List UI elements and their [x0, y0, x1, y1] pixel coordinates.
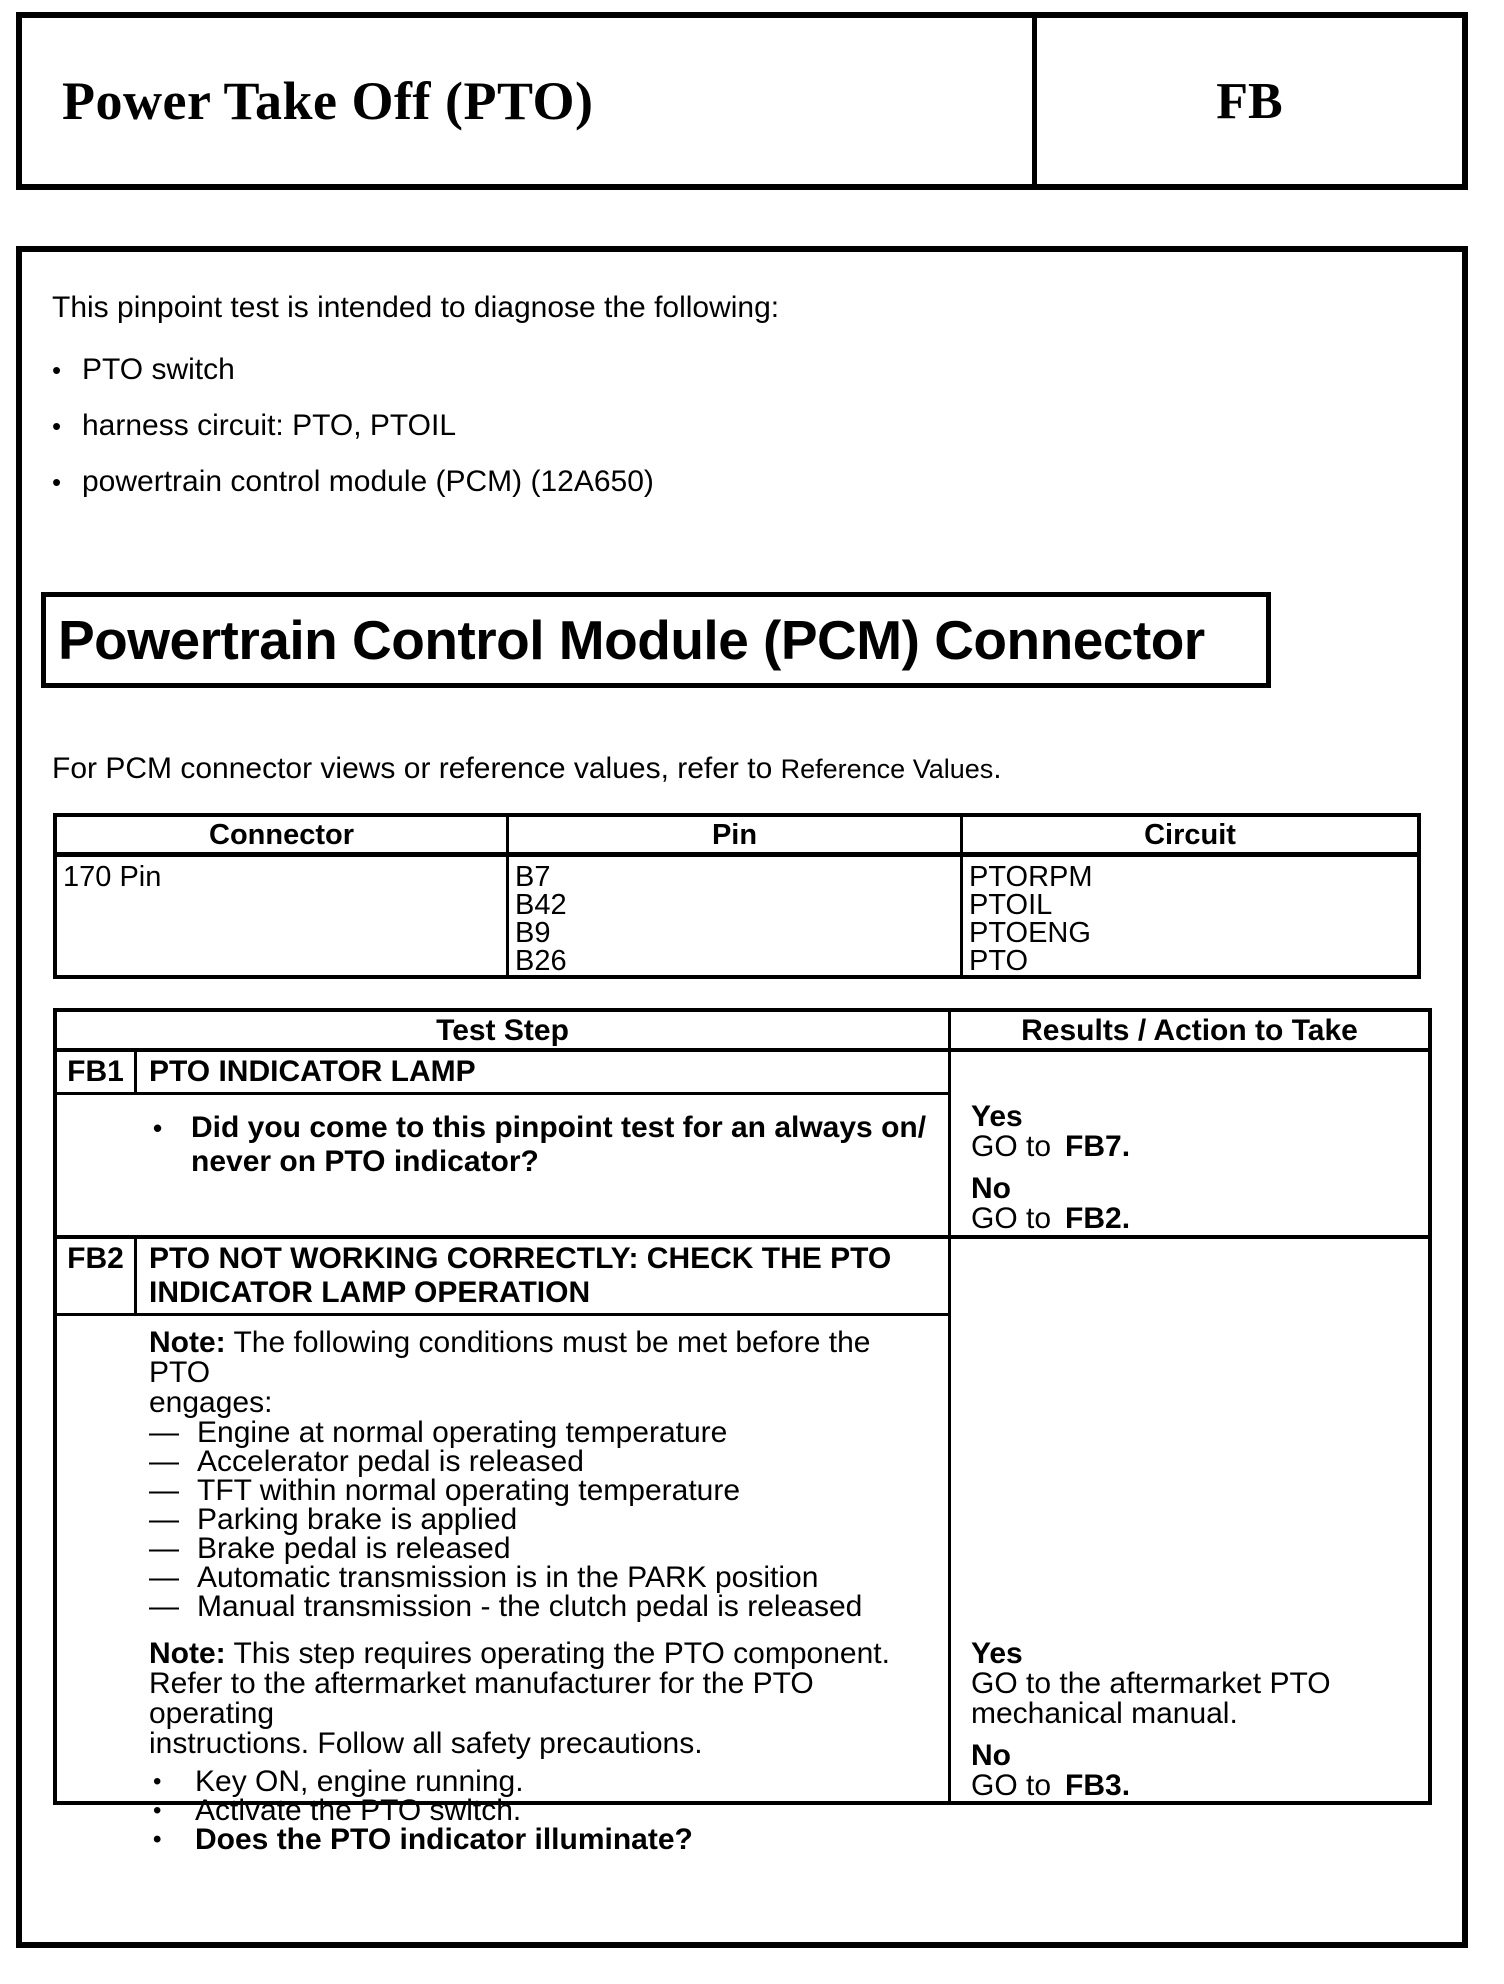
note-text: This step requires operating the PTO component. — [233, 1637, 890, 1670]
bullet-marker: • — [153, 1768, 162, 1795]
test-step-fb1 — [57, 1052, 1428, 1235]
bullet-marker: • — [52, 467, 62, 497]
pcm-connector-heading: Powertrain Control Module (PCM) Connector — [41, 592, 1271, 688]
intro-bullet-text: powertrain control module (PCM) (12A650) — [82, 465, 654, 498]
question-item — [149, 1111, 932, 1179]
dash-marker: — — [149, 1561, 179, 1594]
dash-marker: — — [149, 1474, 179, 1507]
condition-item — [149, 1534, 932, 1563]
condition-item — [149, 1563, 932, 1592]
reference-note-prefix: For PCM connector views or reference values, refer to — [52, 752, 773, 785]
step-title: PTO NOT WORKING CORRECTLY: CHECK THE PTO INDICATOR LAMP OPERATION — [149, 1242, 892, 1309]
result-yes-label: Yes — [971, 1100, 1023, 1133]
fb2-step-heading — [57, 1239, 948, 1316]
question-line: Did you come to this pinpoint test for an always on/ — [191, 1111, 927, 1144]
condition-item — [149, 1505, 932, 1534]
connector-cell: 170 Pin — [57, 857, 509, 975]
circuit-value: PTORPM — [969, 861, 1093, 893]
column-header-pin: Pin — [509, 817, 963, 852]
note-line: instructions. Follow all safety precautions. — [149, 1727, 703, 1760]
condition-text: Engine at normal operating temperature — [197, 1416, 728, 1449]
result-no-label: No — [971, 1172, 1011, 1205]
result-yes-action: GO to the aftermarket PTO mechanical manual. — [971, 1667, 1331, 1730]
circuit-value: PTOENG — [969, 917, 1091, 949]
result-no-action — [971, 1204, 1418, 1234]
final-question-text: Does the PTO indicator illuminate? — [195, 1823, 693, 1856]
action-target: FB2. — [1065, 1202, 1131, 1235]
condition-text: Manual transmission - the clutch pedal is released — [197, 1590, 863, 1623]
fb2-results-cell — [951, 1239, 1428, 1801]
note-text: The following conditions must be met before the PTO — [149, 1326, 871, 1389]
note-block — [149, 1639, 932, 1759]
note-line — [149, 1639, 932, 1669]
column-header-results: Results / Action to Take — [1021, 1014, 1358, 1047]
circuit-value: PTOIL — [969, 889, 1053, 921]
procedure-steps — [149, 1767, 932, 1854]
note-label: Note: — [149, 1637, 226, 1670]
intro-bullet-text: PTO switch — [82, 353, 235, 386]
test-step-fb2 — [57, 1235, 1428, 1856]
intro-block — [52, 292, 779, 498]
fb1-step-body — [57, 1095, 948, 1235]
procedure-step-item — [149, 1767, 932, 1796]
pin-cell — [509, 857, 963, 975]
note-line: engages: — [149, 1386, 273, 1419]
intro-bullet-text: harness circuit: PTO, PTOIL — [82, 409, 457, 442]
action-target: FB7. — [1065, 1130, 1131, 1163]
dash-marker: — — [149, 1503, 179, 1536]
condition-text: TFT within normal operating temperature — [197, 1474, 741, 1507]
result-yes-label: Yes — [971, 1637, 1023, 1670]
pin-value: B7 — [515, 861, 551, 893]
action-prefix: GO to — [971, 1202, 1052, 1235]
reference-values-link: Reference Values — [780, 754, 994, 784]
page-header-title-cell — [22, 18, 1037, 184]
connector-table-row — [57, 857, 1417, 975]
result-no-label: No — [971, 1739, 1011, 1772]
page-header-code-cell — [1037, 18, 1462, 184]
note-line: Refer to the aftermarket manufacturer for the PTO operating — [149, 1667, 814, 1730]
column-header-test-step: Test Step — [57, 1012, 951, 1048]
action-prefix: GO to — [971, 1130, 1052, 1163]
procedure-step-text: Activate the PTO switch. — [195, 1794, 522, 1827]
action-prefix: GO to — [971, 1769, 1052, 1802]
pin-value: B42 — [515, 889, 567, 921]
question-line: never on PTO indicator? — [191, 1145, 539, 1178]
reference-note-suffix: . — [993, 752, 1002, 785]
action-target: FB3. — [1065, 1769, 1131, 1802]
section-code: FB — [1216, 72, 1283, 130]
step-title: PTO INDICATOR LAMP — [149, 1055, 476, 1088]
bullet-marker: • — [52, 355, 62, 385]
condition-text: Brake pedal is released — [197, 1532, 511, 1565]
intro-lead: This pinpoint test is intended to diagnose the following: — [52, 291, 780, 324]
note-line — [149, 1328, 932, 1388]
intro-bullet-item — [52, 354, 779, 386]
result-yes-action — [971, 1132, 1418, 1162]
circuit-value: PTO — [969, 945, 1029, 977]
dash-marker: — — [149, 1445, 179, 1478]
pin-value: B26 — [515, 945, 567, 977]
condition-item — [149, 1476, 932, 1505]
step-id-badge: FB2 — [57, 1239, 137, 1313]
page-header — [16, 12, 1468, 190]
step-id-badge: FB1 — [57, 1052, 137, 1092]
column-header-connector: Connector — [57, 817, 509, 852]
bullet-marker: • — [52, 411, 62, 441]
test-step-table — [53, 1008, 1432, 1856]
condition-item — [149, 1418, 932, 1447]
question-text — [191, 1111, 926, 1179]
bullet-marker: • — [153, 1797, 162, 1824]
spacer — [971, 1729, 1418, 1741]
procedure-final-question — [149, 1825, 932, 1854]
note-label: Note: — [149, 1326, 226, 1359]
dash-marker: — — [149, 1590, 179, 1623]
fb2-results-block — [971, 1639, 1418, 1801]
test-table-header — [57, 1012, 1428, 1052]
condition-item — [149, 1592, 932, 1621]
intro-bullet-item — [52, 466, 779, 498]
circuit-cell — [963, 857, 1417, 975]
procedure-step-text: Key ON, engine running. — [195, 1765, 524, 1798]
reference-note — [52, 752, 1002, 786]
fb1-results-cell — [951, 1052, 1428, 1235]
condition-item — [149, 1447, 932, 1476]
column-header-circuit: Circuit — [1144, 819, 1236, 851]
fb1-test-step-cell — [57, 1052, 951, 1235]
connector-table-header — [57, 817, 1417, 857]
condition-text: Parking brake is applied — [197, 1503, 518, 1536]
page-title: Power Take Off (PTO) — [62, 71, 594, 131]
pin-value: B9 — [515, 917, 551, 949]
dash-marker: — — [149, 1532, 179, 1565]
connector-table — [53, 813, 1421, 979]
dash-marker: — — [149, 1416, 179, 1449]
bullet-marker: • — [153, 1826, 162, 1853]
fb2-test-step-cell — [57, 1239, 951, 1856]
content-panel — [16, 246, 1468, 1948]
fb2-step-body — [57, 1316, 948, 1856]
fb1-step-heading — [57, 1052, 948, 1095]
bullet-marker: • — [153, 1113, 163, 1143]
condition-text: Accelerator pedal is released — [197, 1445, 584, 1478]
procedure-step-item — [149, 1796, 932, 1825]
result-no-action — [971, 1771, 1418, 1801]
condition-text: Automatic transmission is in the PARK position — [197, 1561, 819, 1594]
spacer — [971, 1162, 1418, 1174]
intro-bullet-item — [52, 410, 779, 442]
